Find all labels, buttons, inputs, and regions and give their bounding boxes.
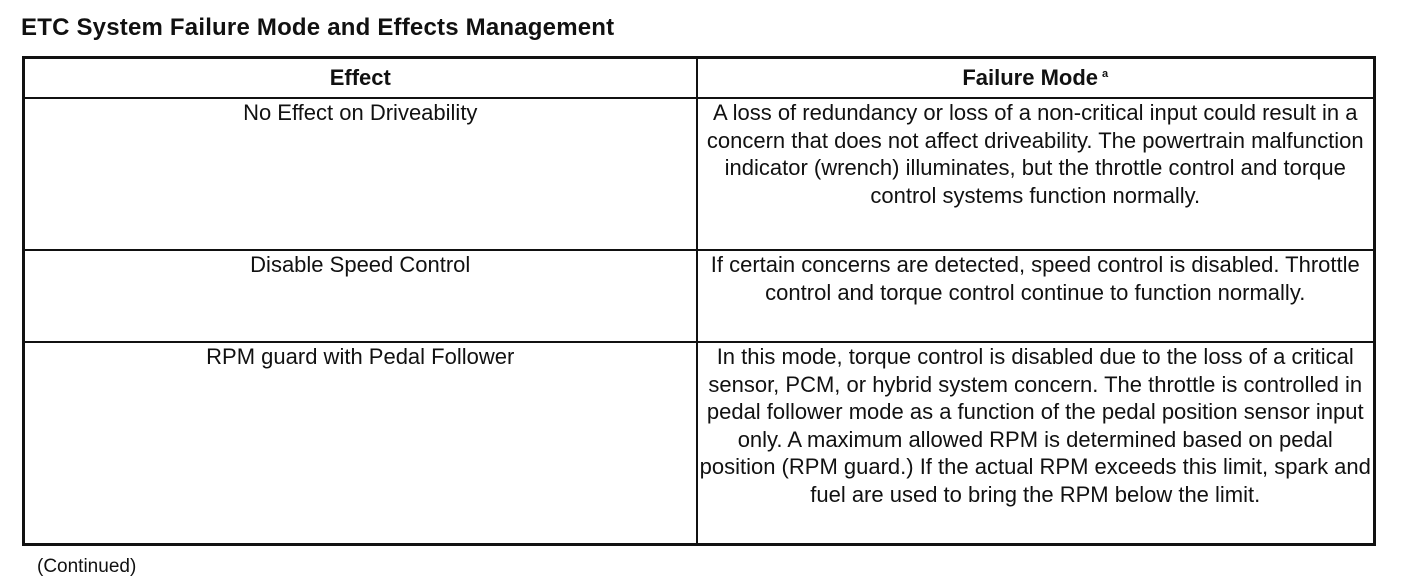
table-row	[24, 342, 1375, 545]
failure-mode-table	[22, 56, 1376, 546]
table-header-row	[24, 58, 1375, 99]
failure-mode-cell: In this mode, torque control is disabled due to the loss of a critical sensor, PCM, or hybrid system concern. The throttle is controlled in pedal follower mode as a function of the pedal position sensor input only. A maximum allowed RPM is determined based on pedal position (RPM guard.) If the actual RPM exceeds this limit, spark and fuel are used to bring the RPM below the limit.	[697, 342, 1375, 545]
table-row	[24, 250, 1375, 342]
page-title: ETC System Failure Mode and Effects Management	[21, 14, 615, 41]
header-failure-mode	[697, 58, 1375, 99]
effect-cell: Disable Speed Control	[24, 250, 697, 342]
failure-mode-cell: A loss of redundancy or loss of a non-critical input could result in a concern that does not affect driveability. The powertrain malfunction indicator (wrench) illuminates, but the throttle control and torque control systems function normally.	[697, 98, 1375, 250]
footnote-marker: a	[1102, 68, 1109, 80]
header-effect: Effect	[24, 58, 697, 99]
failure-mode-cell: If certain concerns are detected, speed control is disabled. Throttle control and torque control continue to function normally.	[697, 250, 1375, 342]
continued-note: (Continued)	[37, 556, 137, 577]
effect-cell: No Effect on Driveability	[24, 98, 697, 250]
effect-cell: RPM guard with Pedal Follower	[24, 342, 697, 545]
table-row	[24, 98, 1375, 250]
header-failure-mode-label: Failure Mode	[962, 65, 1099, 90]
